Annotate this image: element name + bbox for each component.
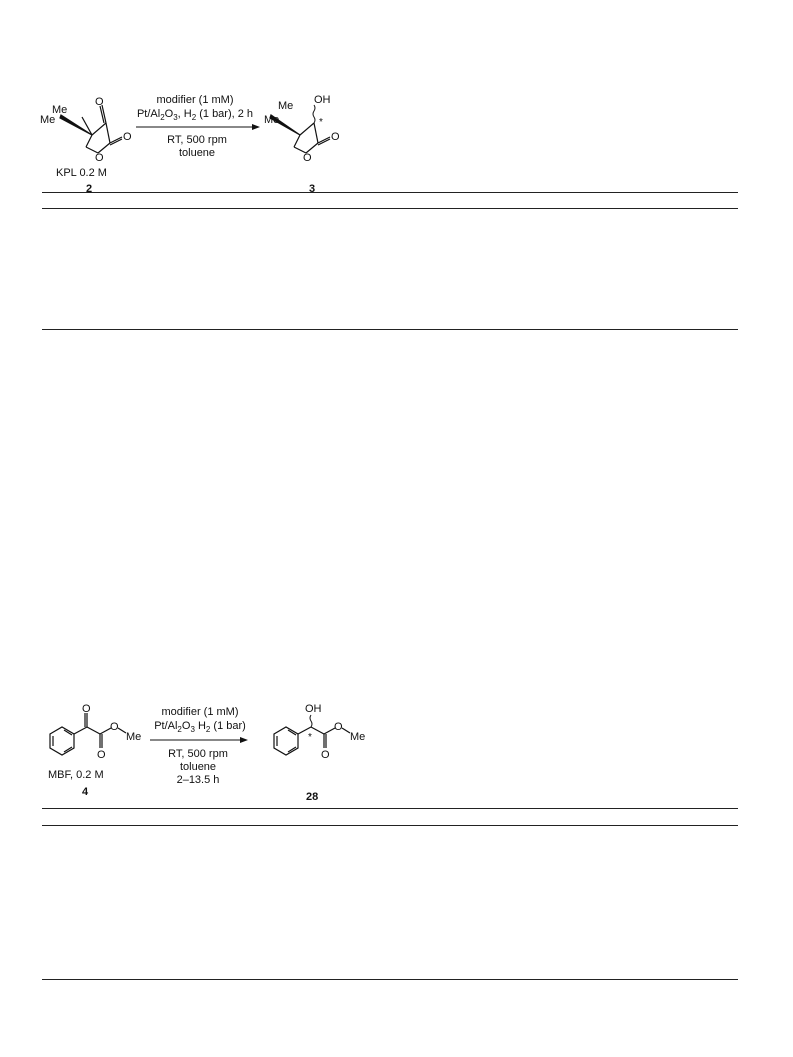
- reactant-ketone-oxygen: O: [95, 96, 104, 108]
- reactant-label: MBF, 0.2 M: [48, 769, 104, 781]
- table-2-bottom-rule: [42, 979, 738, 980]
- reactant-label: KPL 0.2 M: [56, 167, 107, 179]
- product-hydroxyl: OH: [305, 703, 322, 715]
- product-3-structure: [270, 105, 330, 153]
- reactant-ester-oxygen: O: [110, 721, 119, 733]
- table-1-top-rule: [42, 192, 738, 193]
- condition-solvent: toluene: [179, 761, 217, 773]
- condition-catalyst: $Pt/Al_2O_3$ $H_2$ (1 bar): [154, 720, 246, 734]
- compound-number: 3: [309, 183, 316, 195]
- scheme-2-drawing: [30, 700, 410, 805]
- stereocenter-star: *: [319, 117, 323, 128]
- condition-modifier: modifier (1 mM): [161, 706, 239, 718]
- condition-temperature-stirring: RT, 500 rpm: [167, 134, 227, 146]
- product-ester-oxygen: O: [334, 721, 343, 733]
- reactant-ketone-oxygen: O: [82, 703, 91, 715]
- table-2-top-rule: [42, 808, 738, 809]
- reaction-arrow: [136, 124, 260, 130]
- compound-number: 4: [82, 786, 89, 798]
- product-ring-oxygen: O: [303, 152, 312, 164]
- reactant-ring-oxygen: O: [95, 152, 104, 164]
- condition-catalyst: $Pt/Al_2O_3$, $H_2$ (1 bar), 2 h: [136, 108, 254, 122]
- scheme-1-drawing: [30, 85, 370, 195]
- table-2-header-rule: [42, 825, 738, 826]
- product-me-label: Me: [264, 114, 280, 126]
- product-ester-carbonyl-oxygen: O: [321, 749, 330, 761]
- reaction-scheme-2: [30, 700, 410, 805]
- table-1-header-rule: [42, 208, 738, 209]
- reactant-4-structure: [50, 713, 126, 755]
- condition-temperature-stirring: RT, 500 rpm: [168, 748, 228, 760]
- condition-solvent: toluene: [178, 147, 216, 159]
- reactant-ester-carbonyl-oxygen: O: [97, 749, 106, 761]
- product-me-label: Me: [278, 100, 294, 112]
- condition-modifier: modifier (1 mM): [156, 94, 234, 106]
- condition-time: 2–13.5 h: [176, 774, 220, 786]
- product-carbonyl-oxygen: O: [331, 131, 340, 143]
- stereocenter-star: *: [308, 732, 312, 743]
- reactant-carbonyl-oxygen: O: [123, 131, 132, 143]
- product-methyl-label: Me: [350, 731, 366, 743]
- compound-number: 28: [306, 791, 319, 803]
- reactant-me-label: Me: [40, 114, 56, 126]
- compound-number: 2: [86, 183, 93, 195]
- product-hydroxyl: OH: [314, 94, 331, 106]
- reaction-arrow: [150, 737, 248, 743]
- reaction-scheme-1: [30, 85, 370, 195]
- table-1-bottom-rule: [42, 329, 738, 330]
- reactant-me-label: Me: [52, 104, 68, 116]
- reactant-2-structure: [60, 105, 122, 153]
- reactant-methyl-label: Me: [126, 731, 142, 743]
